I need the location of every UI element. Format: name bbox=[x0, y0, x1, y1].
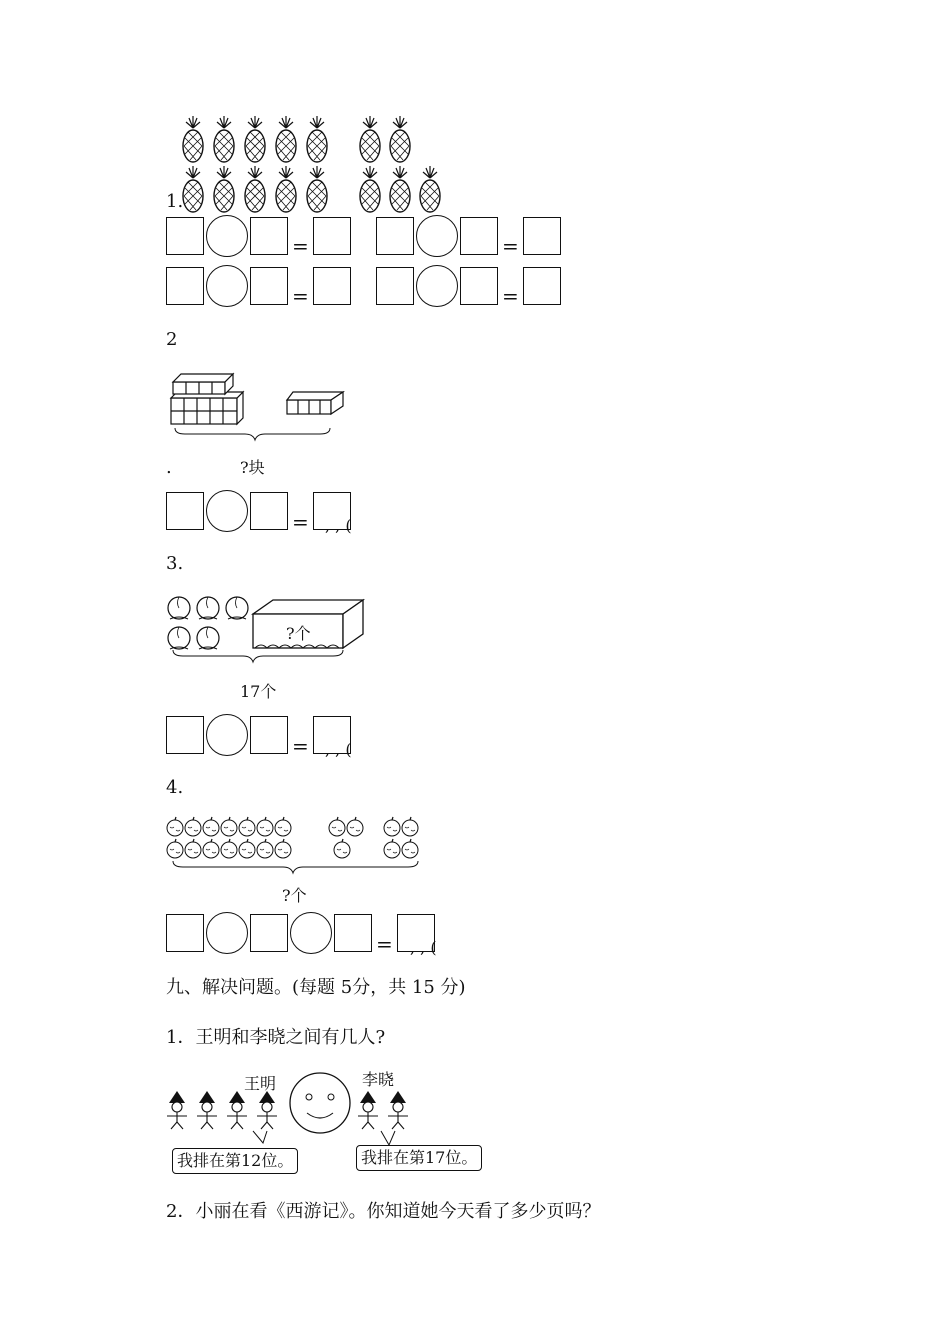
name-li-xiao: 李晓 bbox=[362, 1070, 395, 1089]
operator-circle[interactable] bbox=[206, 215, 248, 257]
operator-circle[interactable] bbox=[416, 265, 458, 307]
equals-sign: = bbox=[292, 734, 309, 758]
pineapple-illustration bbox=[170, 108, 470, 218]
q1-number: 1. bbox=[166, 191, 184, 212]
answer-box[interactable] bbox=[166, 492, 204, 530]
speech-bubble-left bbox=[172, 1148, 298, 1174]
answer-box[interactable] bbox=[313, 267, 351, 305]
answer-box[interactable] bbox=[166, 914, 204, 952]
unit-remnant: , , ( bbox=[325, 516, 352, 535]
q3-number: 3. bbox=[166, 553, 184, 574]
operator-circle[interactable] bbox=[206, 490, 248, 532]
problem-1-question: 1．王明和李晓之间有几人? bbox=[166, 1027, 386, 1048]
q2-number: 2 bbox=[166, 329, 178, 350]
operator-circle[interactable] bbox=[206, 265, 248, 307]
apples-illustration bbox=[163, 813, 433, 883]
big-face bbox=[290, 1073, 350, 1133]
equals-sign: = bbox=[292, 284, 309, 308]
problem-2-question: 2．小丽在看《西游记》。你知道她今天看了多少页吗？ bbox=[166, 1201, 601, 1222]
answer-box[interactable] bbox=[250, 716, 288, 754]
peach-group bbox=[168, 597, 248, 649]
operator-circle[interactable] bbox=[290, 912, 332, 954]
equals-sign: = bbox=[292, 510, 309, 534]
answer-box[interactable] bbox=[250, 267, 288, 305]
answer-box[interactable] bbox=[166, 217, 204, 255]
operator-circle[interactable] bbox=[416, 215, 458, 257]
answer-box[interactable] bbox=[460, 217, 498, 255]
apple-row-bottom bbox=[167, 839, 418, 858]
answer-box[interactable] bbox=[250, 217, 288, 255]
answer-box[interactable] bbox=[523, 217, 561, 255]
q4-question-label: ?个 bbox=[282, 886, 307, 905]
answer-box[interactable] bbox=[376, 267, 414, 305]
bubble-left-text: 我排在第12位。 bbox=[177, 1151, 294, 1170]
q2-question-label: ?块 bbox=[240, 458, 265, 477]
equals-sign: = bbox=[502, 284, 519, 308]
equals-sign: = bbox=[376, 932, 393, 956]
pineapple-row-bottom bbox=[183, 166, 440, 212]
answer-box[interactable] bbox=[313, 217, 351, 255]
answer-box[interactable] bbox=[334, 914, 372, 952]
children-left bbox=[167, 1091, 277, 1129]
equals-sign: = bbox=[502, 234, 519, 258]
speech-bubble-right bbox=[356, 1145, 482, 1171]
answer-box[interactable] bbox=[250, 914, 288, 952]
answer-box[interactable] bbox=[460, 267, 498, 305]
peaches-box-illustration bbox=[163, 592, 373, 662]
section-9-title: 九、解决问题。(每题 5分，共 15 分) bbox=[166, 977, 466, 998]
apple-row-top bbox=[167, 817, 418, 836]
bubble-right-text: 我排在第17位。 bbox=[361, 1148, 478, 1167]
q2-dot: . bbox=[166, 457, 172, 478]
answer-box[interactable] bbox=[376, 217, 414, 255]
name-wang-ming: 王明 bbox=[244, 1074, 277, 1093]
answer-box[interactable] bbox=[523, 267, 561, 305]
equals-sign: = bbox=[292, 234, 309, 258]
blocks-illustration bbox=[165, 368, 365, 448]
unit-remnant: , , ( bbox=[410, 938, 437, 957]
q4-number: 4. bbox=[166, 777, 184, 798]
unit-remnant: , , ( bbox=[325, 740, 352, 759]
total-label: 17个 bbox=[240, 682, 277, 701]
operator-circle[interactable] bbox=[206, 714, 248, 756]
box-label: ?个 bbox=[286, 624, 311, 643]
answer-box[interactable] bbox=[250, 492, 288, 530]
answer-box[interactable] bbox=[166, 267, 204, 305]
operator-circle[interactable] bbox=[206, 912, 248, 954]
pineapple-row-top bbox=[183, 116, 410, 162]
answer-box[interactable] bbox=[166, 716, 204, 754]
children-right bbox=[358, 1091, 408, 1129]
